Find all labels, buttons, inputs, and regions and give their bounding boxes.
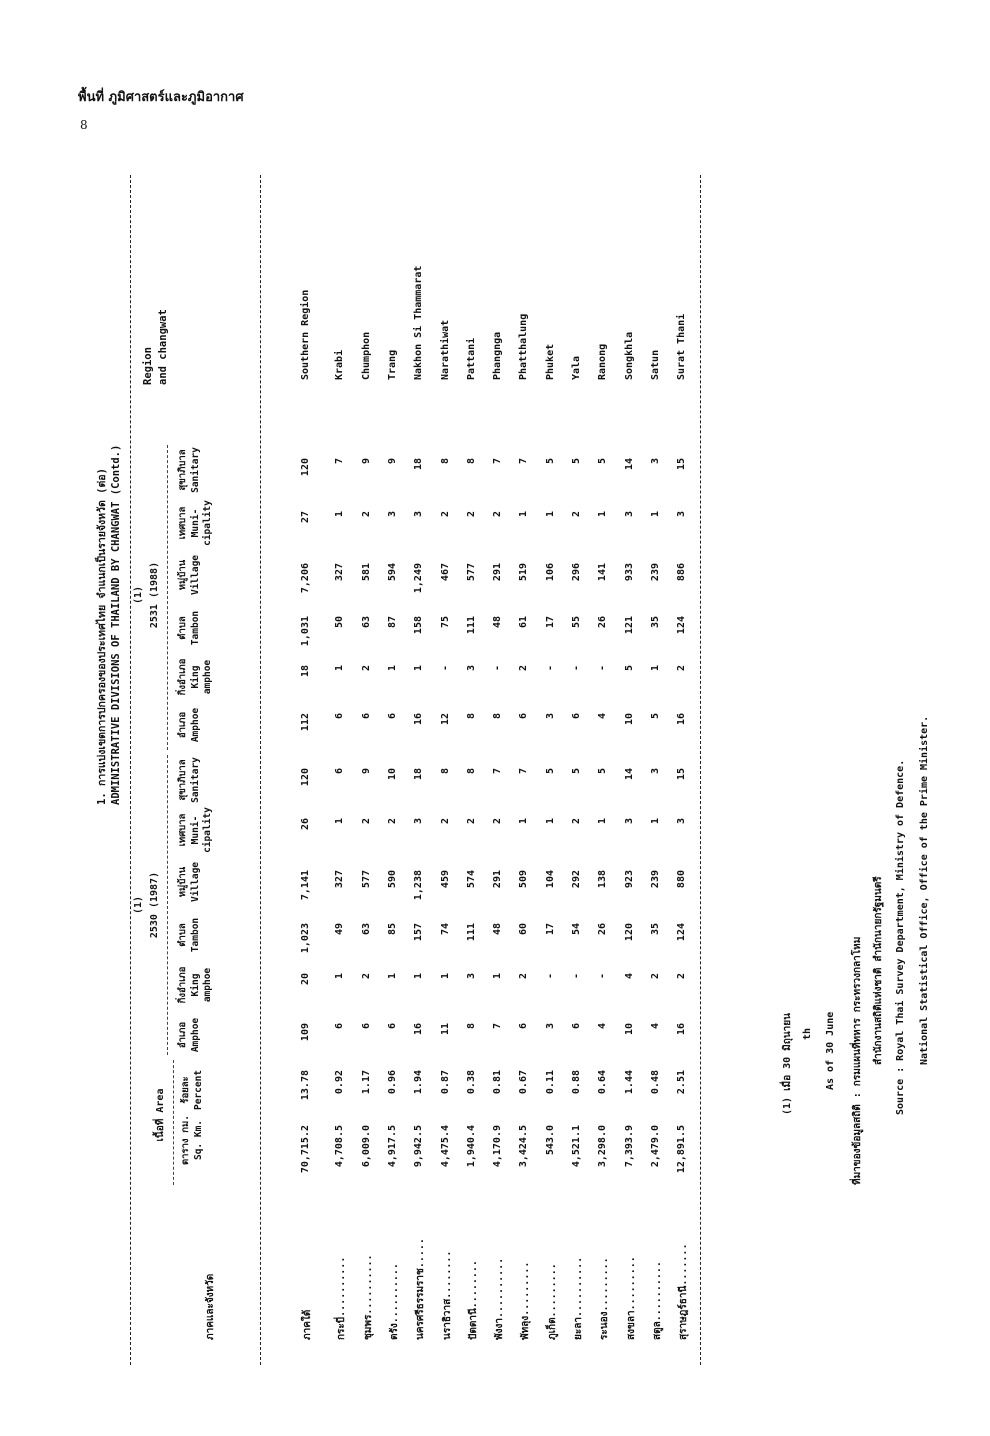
cell-a-3: 923 [623, 870, 635, 889]
cell-a-1: 4 [623, 973, 635, 980]
col-header-b-4: เทศบาล Muni- cipality [177, 500, 213, 546]
cell-b-5: 15 [676, 458, 688, 471]
cell-b-2: 111 [465, 616, 477, 635]
cell-pct: 0.11 [544, 1070, 556, 1095]
cell-a-3: 239 [649, 870, 661, 889]
cell-a-3: 590 [386, 870, 398, 889]
cell-a-3: 1,238 [413, 870, 425, 901]
cell-a-2: 17 [544, 923, 556, 936]
cell-b-1: - [571, 665, 582, 672]
cell-b-2: 63 [360, 616, 372, 629]
cell-a-2: 26 [597, 923, 609, 936]
cell-b-1: 18 [300, 665, 311, 678]
rotated-table [95, 175, 965, 1365]
cell-pct: 1.17 [360, 1070, 372, 1095]
cell-b-0: 4 [597, 713, 609, 720]
cell-b-2: 124 [676, 616, 688, 635]
cell-a-3: 880 [676, 870, 688, 889]
cell-a-5: 9 [360, 768, 372, 775]
col-header-b-1: กิ่งอำเภอ King amphoe [177, 658, 213, 696]
row-name-th: ยะลา.......... [573, 1256, 584, 1340]
source-en-1: Source : Royal Thai Survey Department, Ministry of Defence. [895, 759, 906, 1115]
cell-a-1: 1 [492, 973, 504, 980]
cell-a-0: 16 [413, 1023, 425, 1036]
cell-a-3: 459 [439, 870, 451, 889]
cell-b-5: 18 [413, 458, 425, 471]
cell-a-1: 2 [360, 973, 372, 980]
cell-a-4: 1 [649, 818, 661, 825]
cell-a-0: 10 [623, 1023, 635, 1036]
cell-b-3: 519 [518, 563, 530, 582]
cell-b-2: 48 [492, 616, 504, 629]
cell-a-1: 1 [439, 973, 451, 980]
cell-sqkm: 4,917.5 [386, 1125, 398, 1168]
cell-b-0: 16 [676, 713, 688, 726]
cell-b-1: - [544, 665, 556, 672]
cell-pct: 0.48 [649, 1070, 661, 1095]
cell-b-4: 27 [300, 511, 311, 524]
cell-a-1: 2 [518, 973, 530, 980]
col-header-a-3: หมู่บ้าน Village [177, 861, 201, 903]
cell-a-5: 15 [676, 768, 688, 781]
cell-a-4: 26 [300, 818, 311, 831]
cell-b-0: 6 [386, 713, 398, 720]
cell-b-5: 8 [465, 458, 477, 465]
cell-a-0: 4 [597, 1023, 609, 1030]
cell-b-4: 2 [360, 511, 372, 518]
row-name-th: ตรัง.......... [388, 1263, 400, 1340]
source-th-1: ที่มาของข้อมูลสถิติ : กรมแผนที่ทหาร กระทรวงกลาโหม [852, 936, 863, 1185]
cell-a-0: 7 [492, 1023, 504, 1030]
cell-b-3: 7,206 [300, 563, 311, 594]
cell-sqkm: 70,715.2 [300, 1125, 311, 1174]
cell-b-4: 3 [386, 511, 398, 518]
cell-a-4: 3 [413, 818, 425, 825]
cell-a-1: - [544, 973, 556, 980]
cell-a-0: 6 [334, 1023, 346, 1030]
cell-a-5: 18 [413, 768, 425, 781]
cell-b-2: 75 [439, 616, 451, 629]
cell-a-0: 4 [649, 1023, 661, 1030]
cell-a-1: 2 [649, 973, 661, 980]
cell-b-0: 8 [465, 713, 477, 720]
cell-b-1: - [597, 665, 609, 672]
cell-a-4: 1 [518, 818, 530, 825]
cell-pct: 0.38 [465, 1070, 477, 1095]
row-name-en: Phuket [544, 343, 556, 380]
cell-a-2: 157 [413, 923, 425, 942]
cell-a-2: 85 [386, 923, 398, 936]
cell-a-5: 10 [386, 768, 398, 781]
col-header-a-1: กิ่งอำเภอ King amphoe [177, 966, 213, 1004]
cell-b-0: 3 [544, 713, 556, 720]
footnote-1-th: (1) เมื่อ 30 มิถุนายน [782, 1013, 793, 1115]
area-group-line [173, 1060, 174, 1185]
cell-a-0: 6 [518, 1023, 530, 1030]
row-name-en: Narathiwat [439, 319, 451, 380]
cell-sqkm: 3,424.5 [518, 1125, 530, 1168]
cell-b-0: 8 [492, 713, 504, 720]
cell-a-2: 35 [649, 923, 661, 936]
cell-pct: 0.81 [492, 1070, 504, 1095]
cell-b-1: 1 [413, 665, 425, 672]
row-name-en: Songkhla [623, 331, 635, 380]
col-header-a-2: ตำบล Tambon [177, 917, 201, 953]
cell-b-1: 1 [386, 665, 398, 672]
cell-b-5: 5 [571, 458, 582, 465]
year1-label: 2530 (1987) [149, 871, 160, 939]
cell-pct: 1.44 [623, 1070, 635, 1095]
cell-b-3: 886 [676, 563, 688, 582]
cell-sqkm: 6,009.0 [360, 1125, 372, 1168]
cell-b-4: 2 [439, 511, 451, 518]
row-name-th: สตูล.......... [651, 1261, 663, 1340]
cell-a-0: 11 [439, 1023, 451, 1036]
cell-b-5: 7 [518, 458, 530, 465]
cell-a-5: 5 [597, 768, 609, 775]
cell-b-0: 112 [300, 713, 311, 732]
cell-a-5: 3 [649, 768, 661, 775]
col-header-a-4: เทศบาล Muni- cipality [177, 807, 213, 853]
cell-sqkm: 1,940.4 [465, 1125, 477, 1168]
cell-b-0: 6 [518, 713, 530, 720]
row-name-th: ปัตตานี........ [467, 1260, 479, 1340]
cell-a-3: 292 [571, 870, 582, 889]
cell-a-0: 6 [360, 1023, 372, 1030]
cell-b-4: 1 [649, 511, 661, 518]
cell-a-1: 20 [300, 973, 311, 986]
cell-b-0: 12 [439, 713, 451, 726]
cell-b-3: 141 [597, 563, 609, 582]
header-rule [260, 175, 261, 1365]
cell-a-3: 574 [465, 870, 477, 889]
cell-b-0: 6 [334, 713, 346, 720]
row-name-en: Phatthalung [518, 313, 530, 380]
cell-a-3: 577 [360, 870, 372, 889]
cell-b-0: 5 [649, 713, 661, 720]
row-name-en: Chumphon [360, 331, 372, 380]
col-header-a-5: สุขาภิบาล Sanitary [177, 757, 201, 803]
cell-b-1: 2 [676, 665, 688, 672]
col-header-b-0: อำเภอ Amphoe [177, 707, 201, 743]
cell-pct: 0.88 [571, 1070, 582, 1095]
cell-a-4: 1 [334, 818, 346, 825]
row-name-en: Nakhon Si Thammarat [413, 265, 425, 380]
cell-b-4: 2 [465, 511, 477, 518]
cell-a-3: 509 [518, 870, 530, 889]
cell-b-4: 1 [334, 511, 346, 518]
cell-a-2: 60 [518, 923, 530, 936]
col-header-pct: ร้อยละ Percent [180, 1069, 204, 1111]
cell-b-2: 1,031 [300, 616, 311, 647]
cell-a-2: 74 [439, 923, 451, 936]
cell-a-5: 6 [334, 768, 346, 775]
cell-a-4: 3 [676, 818, 688, 825]
cell-sqkm: 7,393.9 [623, 1125, 635, 1168]
cell-b-3: 239 [649, 563, 661, 582]
year2-line [167, 445, 168, 750]
top-rule [130, 175, 131, 1365]
row-name-th: กระบี่.......... [336, 1256, 348, 1340]
cell-a-2: 1,023 [300, 923, 311, 954]
cell-b-5: 8 [439, 458, 451, 465]
cell-a-1: 2 [676, 973, 688, 980]
row-name-th: ชุมพร.......... [362, 1254, 374, 1340]
cell-b-4: 3 [623, 511, 635, 518]
cell-a-4: 2 [465, 818, 477, 825]
cell-a-0: 6 [571, 1023, 582, 1030]
bottom-rule [700, 175, 701, 1365]
cell-a-3: 7,141 [300, 870, 311, 901]
row-name-th: สุราษฎร์ธานี....... [678, 1243, 690, 1340]
cell-b-0: 6 [360, 713, 372, 720]
cell-a-5: 7 [492, 768, 504, 775]
cell-b-3: 296 [571, 563, 582, 582]
cell-a-1: 1 [386, 973, 398, 980]
cell-b-5: 5 [544, 458, 556, 465]
cell-a-1: - [597, 973, 609, 980]
row-name-en: Surat Thani [676, 313, 688, 380]
row-name-th: พังงา.......... [494, 1257, 506, 1340]
cell-a-2: 63 [360, 923, 372, 936]
cell-b-0: 6 [571, 713, 582, 720]
region-header-line1: Region [142, 347, 154, 385]
cell-b-5: 3 [649, 458, 661, 465]
cell-a-5: 8 [439, 768, 451, 775]
source-th-2: สำนักงานสถิติแห่งชาติ สำนักนายกรัฐมนตรี [873, 876, 884, 1065]
cell-b-3: 1,249 [413, 563, 425, 594]
cell-a-1: 1 [334, 973, 346, 980]
row-name-en: Phangnga [492, 331, 504, 380]
cell-b-5: 14 [623, 458, 635, 471]
page-number: 8 [80, 118, 88, 132]
cell-a-3: 104 [544, 870, 556, 889]
cell-b-4: 3 [413, 511, 425, 518]
cell-a-5: 8 [465, 768, 477, 775]
cell-a-3: 138 [597, 870, 609, 889]
cell-b-1: 1 [649, 665, 661, 672]
cell-pct: 0.96 [386, 1070, 398, 1095]
cell-b-5: 9 [386, 458, 398, 465]
col-header-a-0: อำเภอ Amphoe [177, 1017, 201, 1053]
cell-a-0: 8 [465, 1023, 477, 1030]
cell-a-4: 1 [544, 818, 556, 825]
cell-b-4: 1 [518, 511, 530, 518]
cell-b-0: 16 [413, 713, 425, 726]
region-header [141, 195, 171, 385]
row-name-th: ระนอง......... [599, 1257, 611, 1340]
cell-b-4: 2 [571, 511, 582, 518]
cell-b-3: 106 [544, 563, 556, 582]
cell-b-2: 158 [413, 616, 425, 635]
year1-note: (1) [133, 895, 144, 915]
row-name-th: สงขลา......... [625, 1256, 637, 1340]
cell-a-3: 291 [492, 870, 504, 889]
cell-b-2: 87 [386, 616, 398, 629]
cell-pct: 0.92 [334, 1070, 346, 1095]
source-en-2: National Statistical Office, Office of the Prime Minister. [919, 715, 930, 1065]
cell-b-0: 10 [623, 713, 635, 726]
cell-sqkm: 4,475.4 [439, 1125, 451, 1168]
cell-b-3: 933 [623, 563, 635, 582]
year2-note: (1) [133, 585, 144, 605]
row-name-th: นราธิวาส........ [441, 1250, 453, 1340]
cell-sqkm: 4,170.9 [492, 1125, 504, 1168]
cell-sqkm: 3,298.0 [597, 1125, 609, 1168]
cell-b-2: 61 [518, 616, 530, 629]
cell-b-5: 9 [360, 458, 372, 465]
cell-a-4: 1 [597, 818, 609, 825]
cell-sqkm: 543.0 [544, 1125, 556, 1156]
cell-a-2: 120 [623, 923, 635, 942]
cell-a-1: - [571, 973, 582, 980]
cell-pct: 13.78 [300, 1070, 311, 1101]
cell-a-2: 124 [676, 923, 688, 942]
cell-b-1: 2 [360, 665, 372, 672]
cell-a-2: 111 [465, 923, 477, 942]
row-name-th: พัทลุง......... [520, 1261, 532, 1340]
cell-sqkm: 12,891.5 [676, 1125, 688, 1174]
cell-a-4: 2 [439, 818, 451, 825]
cell-a-3: 327 [334, 870, 346, 889]
area-group-header: เนื้อที่ Area [155, 1088, 166, 1142]
col-header-b-2: ตำบล Tambon [177, 610, 201, 646]
row-name-en: Ranong [597, 343, 609, 380]
cell-a-0: 3 [544, 1023, 556, 1030]
cell-b-2: 55 [571, 616, 582, 629]
cell-sqkm: 2,479.0 [649, 1125, 661, 1168]
cell-b-1: - [492, 665, 504, 672]
cell-a-5: 120 [300, 768, 311, 787]
cell-pct: 0.87 [439, 1070, 451, 1095]
cell-a-2: 54 [571, 923, 582, 936]
cell-a-5: 5 [571, 768, 582, 775]
cell-a-1: 1 [413, 973, 425, 980]
cell-pct: 0.67 [518, 1070, 530, 1095]
cell-b-4: 2 [492, 511, 504, 518]
year2-label: 2531 (1988) [149, 561, 160, 629]
cell-b-5: 7 [492, 458, 504, 465]
year1-line [167, 755, 168, 1055]
cell-a-5: 14 [623, 768, 635, 781]
region-header-line2: and changwat [157, 309, 169, 385]
cell-a-0: 109 [300, 1023, 311, 1042]
stub-header: ภาคและจังหวัด [205, 1273, 216, 1340]
cell-b-2: 121 [623, 616, 635, 635]
cell-a-0: 16 [676, 1023, 688, 1036]
table-title-en: ADMINISTRATIVE DIVISIONS OF THAILAND BY CHANGWAT (Contd.) [110, 444, 122, 805]
cell-b-3: 291 [492, 563, 504, 582]
table-title-th: 1. การแบ่งเขตการปกครองของประเทศไทย จำแนกเป็นรายจังหวัด (ต่อ) [96, 468, 108, 805]
row-name-th: ภาคใต้ [302, 1309, 313, 1340]
row-name-th: ภูเก็ต......... [546, 1263, 558, 1340]
row-name-en: Satun [649, 349, 661, 380]
cell-b-4: 1 [597, 511, 609, 518]
row-name-en: Yala [571, 355, 582, 380]
cell-pct: 1.94 [413, 1070, 425, 1095]
cell-a-4: 3 [623, 818, 635, 825]
footnote-1-sup: th [802, 1027, 813, 1040]
cell-b-4: 1 [544, 511, 556, 518]
page-header-title: พื้นที่ ภูมิศาสตร์และภูมิอากาศ [78, 90, 244, 105]
cell-b-3: 594 [386, 563, 398, 582]
cell-b-2: 26 [597, 616, 609, 629]
cell-pct: 0.64 [597, 1070, 609, 1095]
cell-b-1: 2 [518, 665, 530, 672]
row-name-th: นครศรีธรรมราช..... [415, 1238, 427, 1340]
row-name-en: Trang [386, 349, 398, 380]
footnote-1-en: As of 30 June [825, 1011, 836, 1090]
cell-b-5: 5 [597, 458, 609, 465]
cell-a-5: 5 [544, 768, 556, 775]
cell-a-2: 49 [334, 923, 346, 936]
rotated-table-wrapper [95, 175, 965, 1365]
cell-b-3: 327 [334, 563, 346, 582]
cell-b-3: 581 [360, 563, 372, 582]
cell-a-4: 2 [360, 818, 372, 825]
cell-b-5: 7 [334, 458, 346, 465]
cell-b-2: 50 [334, 616, 346, 629]
row-name-en: Southern Region [300, 289, 311, 380]
cell-a-1: 3 [465, 973, 477, 980]
cell-pct: 2.51 [676, 1070, 688, 1095]
cell-a-5: 7 [518, 768, 530, 775]
row-name-en: Pattani [465, 337, 477, 380]
cell-b-1: 5 [623, 665, 635, 672]
cell-b-1: 3 [465, 665, 477, 672]
cell-b-1: - [439, 665, 451, 672]
cell-b-2: 35 [649, 616, 661, 629]
cell-b-5: 120 [300, 458, 311, 477]
cell-sqkm: 9,942.5 [413, 1125, 425, 1168]
cell-sqkm: 4,708.5 [334, 1125, 346, 1168]
cell-b-4: 3 [676, 511, 688, 518]
row-name-en: Krabi [334, 349, 346, 380]
cell-a-0: 6 [386, 1023, 398, 1030]
table-title [95, 385, 123, 805]
cell-a-4: 2 [386, 818, 398, 825]
cell-a-4: 2 [571, 818, 582, 825]
col-header-b-5: สุขาภิบาล Sanitary [177, 447, 201, 493]
cell-b-3: 467 [439, 563, 451, 582]
cell-b-3: 577 [465, 563, 477, 582]
cell-a-4: 2 [492, 818, 504, 825]
cell-a-2: 48 [492, 923, 504, 936]
col-header-b-3: หมู่บ้าน Village [177, 554, 201, 596]
cell-sqkm: 4,521.1 [571, 1125, 582, 1168]
cell-b-2: 17 [544, 616, 556, 629]
col-header-sqkm: ตาราง กม. Sq. Km. [180, 1114, 204, 1166]
cell-b-1: 1 [334, 665, 346, 672]
